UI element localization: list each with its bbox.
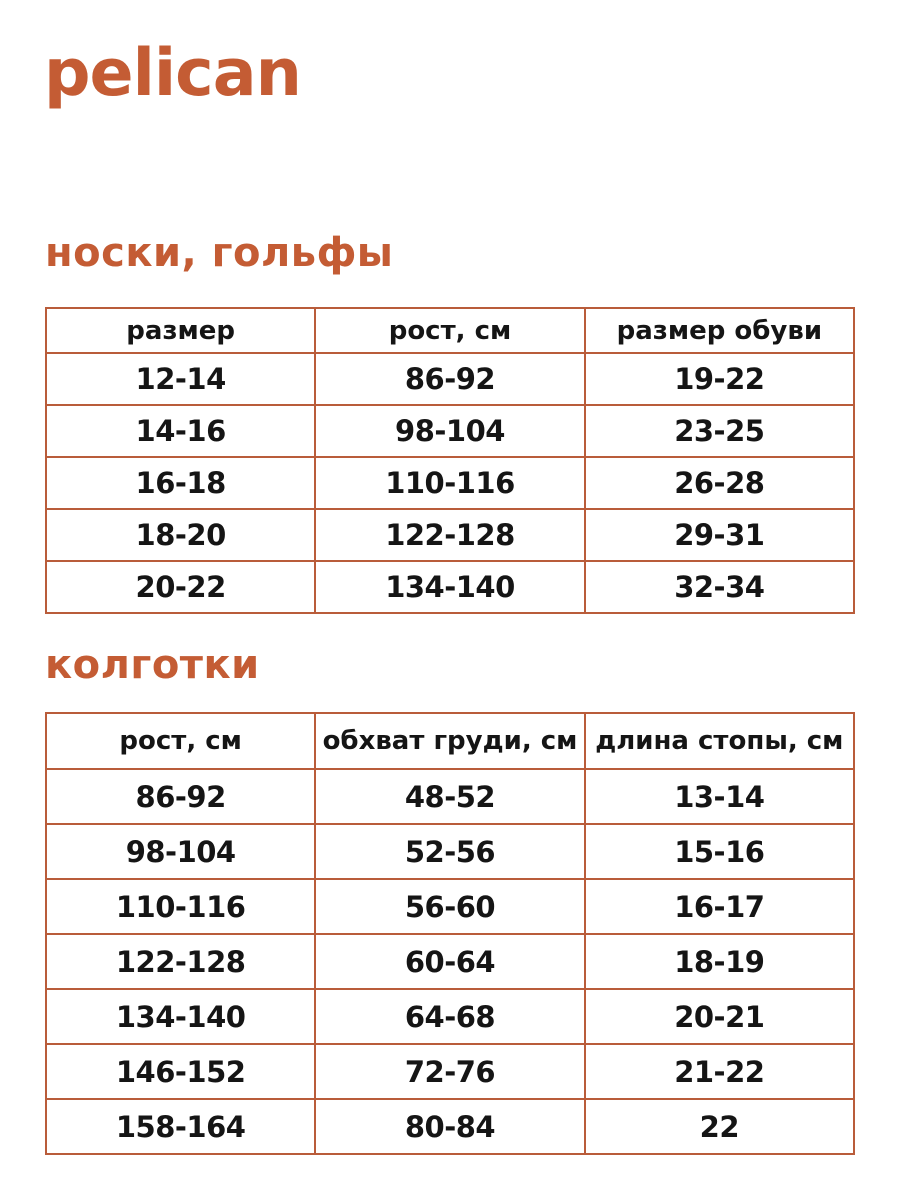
- table-cell: 86-92: [46, 769, 315, 824]
- table-cell: 146-152: [46, 1044, 315, 1099]
- table-cell: 110-116: [46, 879, 315, 934]
- table-cell: 32-34: [585, 561, 854, 613]
- table-cell: 60-64: [315, 934, 584, 989]
- table-row: [46, 1099, 854, 1154]
- table-row: [46, 824, 854, 879]
- table-cell: 16-17: [585, 879, 854, 934]
- table-cell: 98-104: [46, 824, 315, 879]
- table-cell: 21-22: [585, 1044, 854, 1099]
- table-row: [46, 769, 854, 824]
- column-header-size: размер: [46, 308, 315, 353]
- table-cell: 29-31: [585, 509, 854, 561]
- table-row: [46, 934, 854, 989]
- socks-size-table: [45, 307, 855, 614]
- table-cell: 86-92: [315, 353, 584, 405]
- section-title-socks: носки, гольфы: [45, 230, 394, 276]
- table-cell: 110-116: [315, 457, 584, 509]
- table-cell: 122-128: [46, 934, 315, 989]
- table-cell: 158-164: [46, 1099, 315, 1154]
- table-cell: 20-21: [585, 989, 854, 1044]
- table-cell: 134-140: [315, 561, 584, 613]
- table-cell: 80-84: [315, 1099, 584, 1154]
- column-header-foot-length: длина стопы, см: [585, 713, 854, 769]
- table-cell: 48-52: [315, 769, 584, 824]
- table-cell: 14-16: [46, 405, 315, 457]
- table-cell: 15-16: [585, 824, 854, 879]
- table-row: [46, 405, 854, 457]
- table-cell: 18-19: [585, 934, 854, 989]
- table-cell: 16-18: [46, 457, 315, 509]
- table-row: [46, 1044, 854, 1099]
- tights-table-header-row: [46, 713, 854, 769]
- table-cell: 19-22: [585, 353, 854, 405]
- table-cell: 122-128: [315, 509, 584, 561]
- table-cell: 12-14: [46, 353, 315, 405]
- table-row: [46, 879, 854, 934]
- table-cell: 52-56: [315, 824, 584, 879]
- section-title-tights: колготки: [45, 642, 260, 688]
- table-cell: 26-28: [585, 457, 854, 509]
- table-cell: 56-60: [315, 879, 584, 934]
- table-cell: 134-140: [46, 989, 315, 1044]
- table-row: [46, 457, 854, 509]
- table-cell: 72-76: [315, 1044, 584, 1099]
- table-cell: 23-25: [585, 405, 854, 457]
- table-row: [46, 353, 854, 405]
- table-cell: 64-68: [315, 989, 584, 1044]
- table-cell: 98-104: [315, 405, 584, 457]
- tights-size-table: [45, 712, 855, 1155]
- table-row: [46, 509, 854, 561]
- table-cell: 22: [585, 1099, 854, 1154]
- column-header-shoe-size: размер обуви: [585, 308, 854, 353]
- table-row: [46, 561, 854, 613]
- column-header-chest: обхват груди, см: [315, 713, 584, 769]
- column-header-height: рост, см: [46, 713, 315, 769]
- table-cell: 18-20: [46, 509, 315, 561]
- table-row: [46, 989, 854, 1044]
- brand-logo: pelican: [44, 36, 301, 111]
- socks-table-header-row: [46, 308, 854, 353]
- column-header-height: рост, см: [315, 308, 584, 353]
- table-cell: 20-22: [46, 561, 315, 613]
- table-cell: 13-14: [585, 769, 854, 824]
